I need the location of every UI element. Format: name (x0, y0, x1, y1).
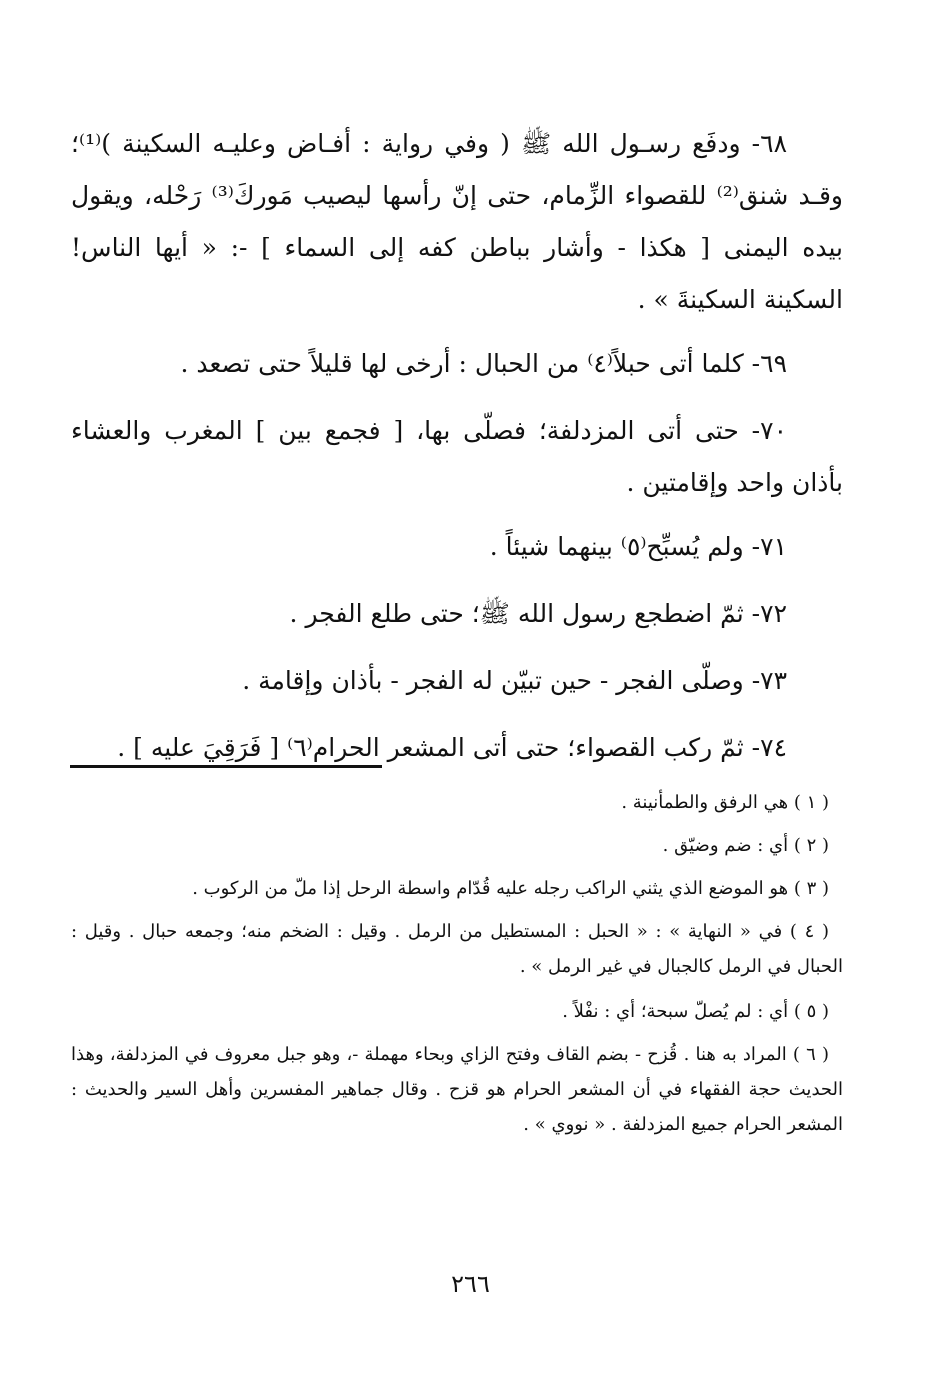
paragraph-71: ٧١- ولم يُسبِّح⁽٥⁾ بينهما شيئاً . (489, 532, 787, 561)
footnote-5: ( ٥ ) أي : لم يُصلّ سبحة؛ أي : نفْلاً . (562, 1001, 829, 1022)
footnote-3: ( ٣ ) هو الموضع الذي يثني الراكب رجله عليه قُدّام واسطة الرحل إذا ملّ من الركوب . (192, 878, 829, 899)
footnote-1: ( ١ ) هي الرفق والطمأنينة . (621, 792, 829, 813)
paragraph-74: ٧٤- ثمّ ركب القصواء؛ حتى أتى المشعر الحرام⁽٦⁾ [ فَرَقِيَ عليه ] . (117, 733, 787, 762)
paragraph-68: ٦٨- ودفَع رسـول الله ﷺ ( وفي رواية : أفـاض وعليـه السكينة )⁽¹⁾؛ وقـد شنق⁽²⁾ للقصواء الزِّمام، حتى إنّ رأسها ليصيب مَوركَ⁽³⁾ رَحْله، ويقول بيده اليمنى [ هكذا - وأشار بباطن كفه إلى السماء ] -: « أيها الناس! السكينة السكينةَ » . (71, 129, 843, 314)
paragraph-70: ٧٠- حتى أتى المزدلفة؛ فصلّى بها، [ فجمع بين ] المغرب والعشاء بأذان واحد وإقامتين . (71, 416, 843, 497)
footnotes (71, 785, 843, 1152)
footnote-separator (70, 765, 382, 768)
paragraph-73: ٧٣- وصلّى الفجر - حين تبيّن له الفجر - بأذان وإقامة . (242, 666, 787, 695)
main-text (71, 118, 843, 786)
footnote-2: ( ٢ ) أي : ضم وضيّق . (662, 835, 829, 856)
page-number: ٢٦٦ (451, 1270, 490, 1298)
paragraph-69: ٦٩- كلما أتى حبلاً⁽٤⁾ من الحبال : أرخى لها قليلاً حتى تصعد . (180, 349, 787, 378)
paragraph-72: ٧٢- ثمّ اضطجع رسول الله ﷺ؛ حتى طلع الفجر . (289, 599, 787, 628)
footnote-6: ( ٦ ) المراد به هنا . قُزح - بضم القاف وفتح الزاي وبحاء مهملة -، وهو جبل معروف في المزدلفة، وهذا الحديث حجة الفقهاء في أن المشعر الحرام هو قزح . وقال جماهير المفسرين وأهل السير والحديث : المشعر الحرام جميع المزدلفة . « نووي » . (71, 1044, 843, 1135)
footnote-4: ( ٤ ) في « النهاية » : « الحبل : المستطيل من الرمل . وقيل : الضخم منه؛ وجمعه حبال . وقيل : الحبال في الرمل كالجبال في غير الرمل » . (71, 921, 843, 977)
